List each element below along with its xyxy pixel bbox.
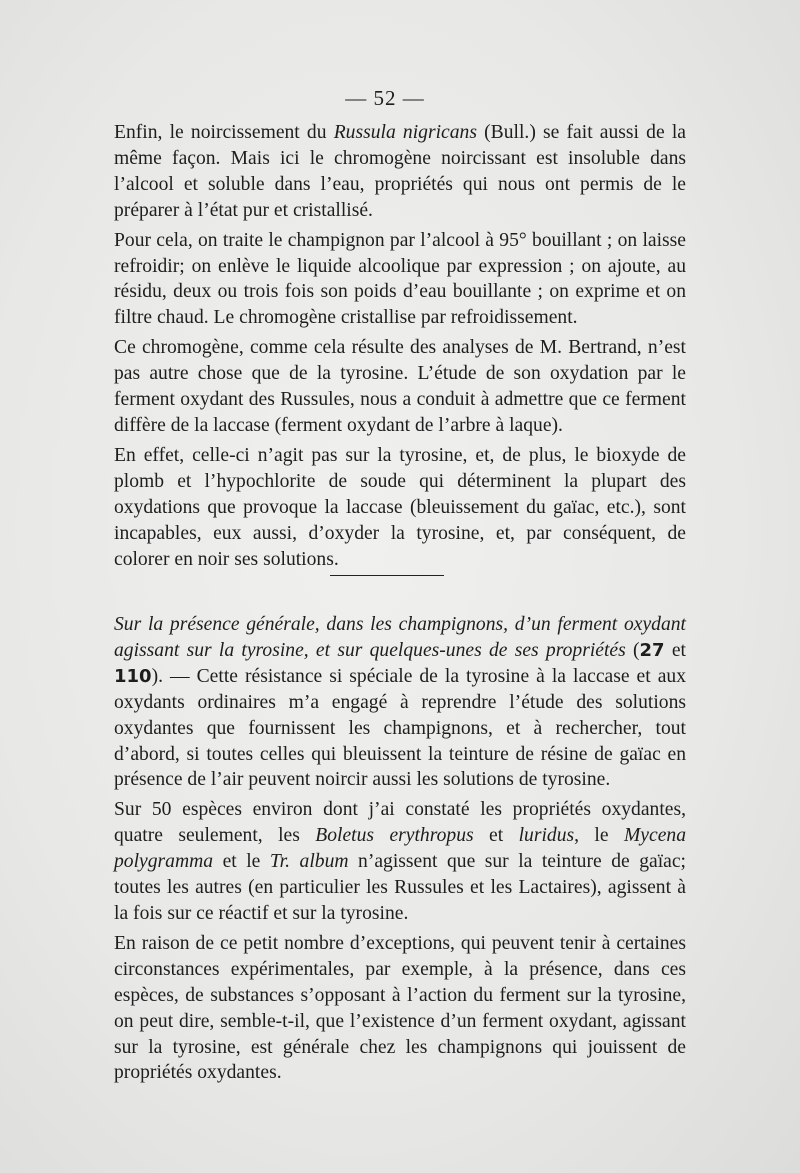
text-run: (Bull.) se fait aussi de la même façon. Mais ici le chromogène noircissant est insoluble dans l’alcool et soluble dans l’eau, propriétés qui nous ont permis de le préparer à l’état pur et cristallisé.: [114, 122, 686, 221]
text-run: — Cette résistance si spéciale de la tyrosine à la laccase et aux oxydants ordinaires m’a engagé à reprendre l’étude des solutions oxydantes que fournissent les champignons, et à rechercher, tout d’abord, si toutes celles qui bleuissent la teinture de résine de gaïac en présence de l’air peuvent noircir aussi les solutions de tyrosine.: [114, 665, 686, 791]
species-name: luridus: [518, 825, 575, 847]
section-divider: [330, 575, 444, 576]
paragraph: Ce chromogène, comme cela résulte des analyses de M. Bertrand, n’est pas autre chose que de la tyrosine. L’étude de son oxydation par le ferment oxydant des Russules, nous a conduit à admettre que ce ferment diffère de la laccase (ferment oxydant de l’arbre à laque).: [114, 337, 686, 436]
text-run: n’agissent que sur la teinture de gaïac; toutes les autres (en particulier les Russules et les Lactaires), agissent à la fois sur ce réactif et sur la tyrosine.: [114, 851, 686, 924]
section-oxidase-ferment: [114, 612, 686, 1086]
text-run: , le: [574, 825, 624, 847]
section-tyrosine-chromogen: [114, 120, 686, 572]
page-number: — 52 —: [345, 86, 425, 110]
text-run: Sur 50 espèces environ dont j’ai constaté les propriétés oxydantes, quatre seulement, les: [114, 799, 686, 847]
text-run: et: [664, 639, 686, 661]
paragraph: [114, 120, 686, 224]
paragraph: Pour cela, on traite le champignon par l’alcool à 95° bouillant ; on laisse refroidir; on enlève le liquide alcoolique par expression ; on ajoute, au résidu, deux ou trois fois son poids d’eau bouillante ; on exprime et on filtre chaud. Le chromogène cristallise par refroidissement.: [114, 229, 686, 329]
species-name: Mycena polygramma: [114, 825, 686, 873]
text-run: (: [625, 639, 640, 661]
text-run: et le: [213, 851, 270, 873]
paragraph: [114, 797, 686, 927]
paragraph: [114, 612, 686, 793]
reference-number: 27: [639, 639, 665, 661]
species-name: Russula nigricans: [333, 122, 477, 143]
paragraph: En raison de ce petit nombre d’exceptions, qui peuvent tenir à certaines circonstances expérimentales, par exemple, à la présence, dans ces espèces, de substances s’opposant à l’action du ferment sur la tyrosine, on peut dire, semble-t-il, que l’existence d’un ferment oxydant, agissant sur la tyrosine, est générale chez les champignons qui jouissent de propriétés oxydantes.: [114, 932, 686, 1084]
section-heading: Sur la présence générale, dans les champignons, d’un ferment oxydant agissant sur la tyrosine, et sur quelques-unes de ses propriétés: [114, 614, 686, 661]
species-name: Boletus erythropus: [315, 825, 474, 847]
text-run: ).: [151, 665, 164, 687]
text-run: et: [473, 825, 519, 847]
text-run: Enfin, le noircissement du: [114, 122, 334, 143]
paragraph: En effet, celle-ci n’agit pas sur la tyrosine, et, de plus, le bioxyde de plomb et l’hypochlorite de soude qui déterminent la plupart des oxydations que provoque la laccase (bleuissement du gaïac, etc.), sont incapables, eux aussi, d’oxyder la tyrosine, et, par conséquent, de colorer en noir ses solutions.: [114, 444, 686, 570]
reference-number: 110: [114, 665, 152, 687]
species-name: Tr. album: [269, 851, 349, 873]
